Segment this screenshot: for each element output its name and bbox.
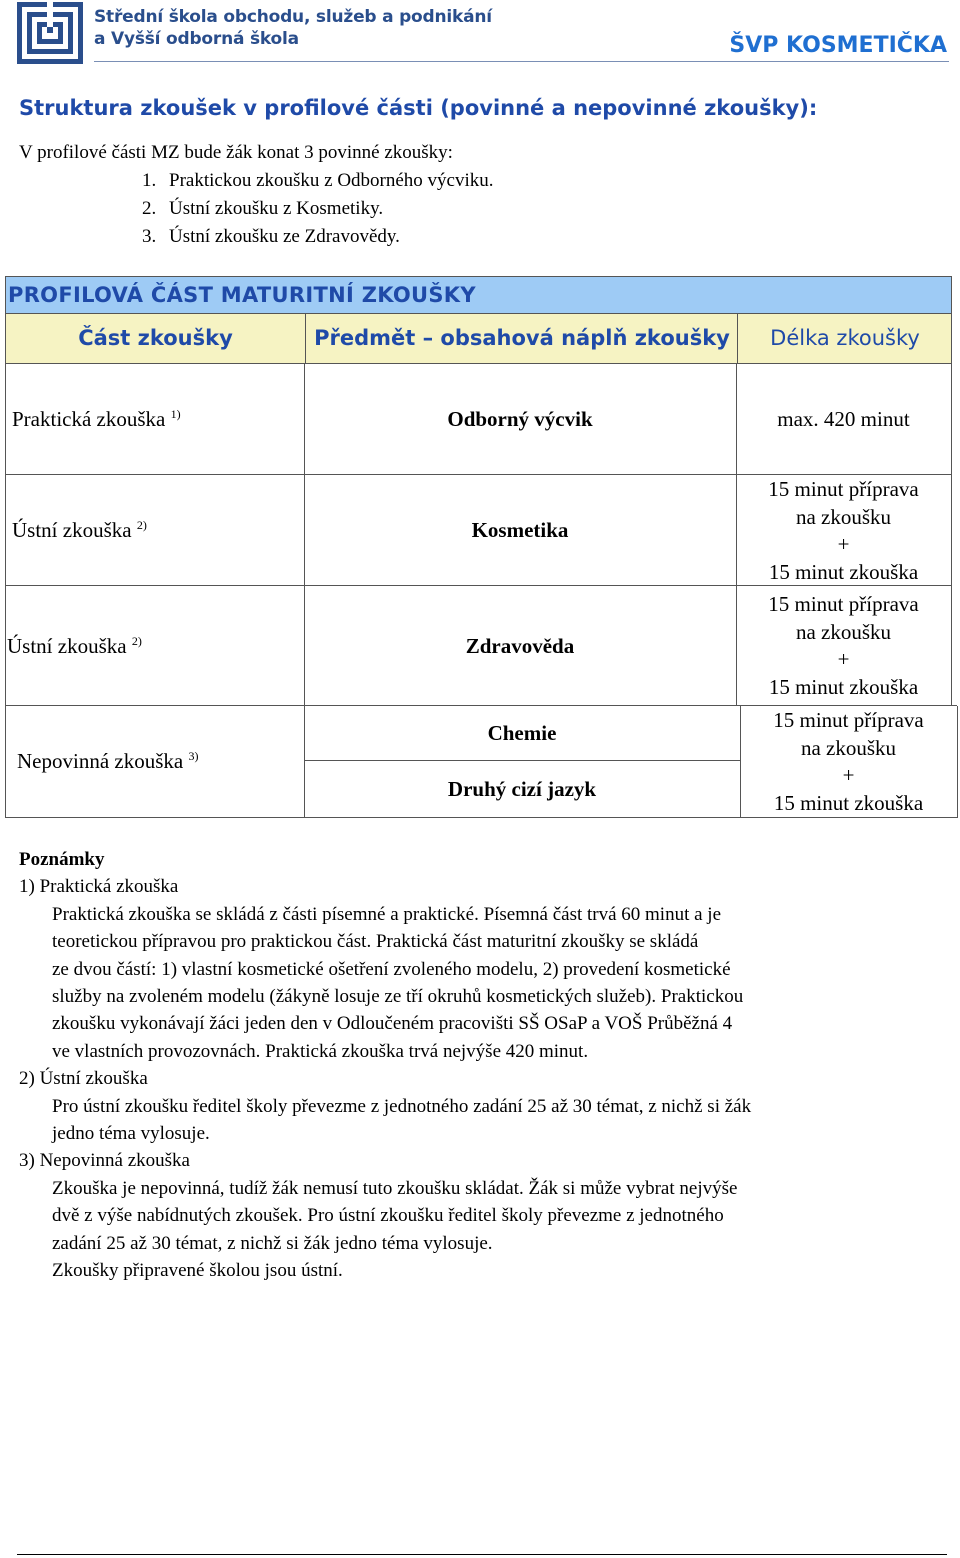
required-exams-list bbox=[19, 167, 494, 251]
table-row-subject: Odborný výcvik bbox=[447, 407, 593, 431]
list-item: 2. Ústní zkoušku z Kosmetiky. bbox=[161, 195, 494, 223]
school-name-line1: Střední škola obchodu, služeb a podnikání bbox=[94, 7, 492, 27]
table-row-part: Ústní zkouška $^{2)}$ bbox=[7, 634, 142, 658]
school-name-line2: a Vyšší odborná škola bbox=[94, 29, 299, 49]
footer-divider bbox=[17, 1554, 947, 1555]
school-logo-icon bbox=[17, 2, 83, 64]
table-row-subject: Kosmetika bbox=[471, 518, 569, 542]
note-body: Praktická zkouška se skládá z části písemné a praktické. Písemná část trvá 60 minut a je teoretickou přípravou pro praktickou část. Praktická část maturitní zkoušky se skládá ze dvou částí: 1) vlastní kosmetické ošetření zvoleného modelu, 2) provedení kosmetické služby na zvoleném modelu (žákyně losuje ze tří okruhů kosmetických služeb). Praktickou zkoušku vykonávají žáci jeden den v Odloučeném pracovišti SŠ OSaP a VOŠ Průběžná 4 ve vlastních provozovnách. Praktická zkouška trvá nejvýše 420 minut. bbox=[52, 903, 744, 1062]
intro-section bbox=[19, 139, 494, 251]
table-title-bar bbox=[5, 276, 952, 314]
column-header-subject: Předmět – obsahová náplň zkoušky bbox=[314, 326, 730, 350]
notes-title: Poznámky bbox=[19, 849, 105, 870]
list-item: 3. Ústní zkoušku ze Zdravovědy. bbox=[161, 223, 494, 251]
table-title: PROFILOVÁ ČÁST MATURITNÍ ZKOUŠKY bbox=[8, 283, 476, 307]
note-label: 3) Nepovinná zkouška bbox=[19, 1150, 190, 1172]
table-row-subject: Chemie bbox=[487, 721, 557, 745]
table-row-subject: Druhý cizí jazyk bbox=[447, 777, 597, 801]
page-heading: Struktura zkoušek v profilové části (povinné a nepovinné zkoušky): bbox=[19, 96, 818, 120]
intro-lead: V profilové části MZ bude žák konat 3 povinné zkoušky: bbox=[19, 142, 453, 163]
list-item: 1. Praktickou zkoušku z Odborného výcviku. bbox=[161, 167, 494, 195]
table-row-part: Praktická zkouška $^{1)}$ bbox=[12, 407, 181, 431]
notes-section bbox=[19, 846, 944, 1285]
column-header-duration: Délka zkoušky bbox=[770, 326, 920, 350]
note-label: 1) Praktická zkouška bbox=[19, 876, 179, 898]
note-body: Pro ústní zkoušku ředitel školy převezme z jednotného zadání 25 až 30 témat, z nichž si žák jedno téma vylosuje. bbox=[52, 1095, 752, 1145]
table-row-duration: 15 minut příprava na zkoušku + 15 minut zkouška bbox=[768, 477, 919, 584]
table-row-duration: max. 420 minut bbox=[777, 407, 910, 431]
table-row-subject: Zdravověda bbox=[465, 634, 575, 658]
table-row-part: Nepovinná zkouška $^{3)}$ bbox=[17, 749, 199, 773]
table-header-row bbox=[5, 314, 952, 364]
program-title: ŠVP KOSMETIČKA bbox=[729, 33, 947, 58]
note-label: 2) Ústní zkouška bbox=[19, 1068, 148, 1090]
note-body: Zkouška je nepovinná, tudíž žák nemusí tuto zkoušku skládat. Žák si může vybrat nejvýše dvě z výše nabídnutých zkoušek. Pro ústní zkoušku ředitel školy převezme z jednotného zadání 25 až 30 témat, z nichž si žák jedno téma vylosuje. Zkoušky připravené školou jsou ústní. bbox=[52, 1177, 738, 1282]
table-row-part: Ústní zkouška $^{2)}$ bbox=[12, 518, 147, 542]
header-divider bbox=[94, 61, 949, 62]
column-header-part: Část zkoušky bbox=[78, 326, 233, 350]
school-name bbox=[94, 6, 492, 50]
table-row-duration: 15 minut příprava na zkoušku + 15 minut zkouška bbox=[773, 708, 924, 815]
table-row-duration: 15 minut příprava na zkoušku + 15 minut zkouška bbox=[768, 592, 919, 699]
